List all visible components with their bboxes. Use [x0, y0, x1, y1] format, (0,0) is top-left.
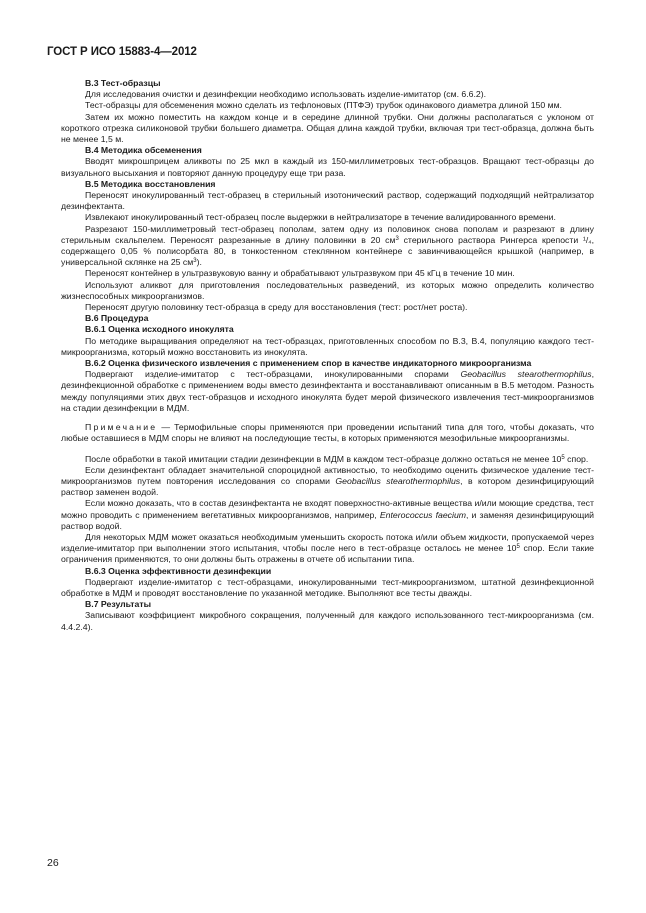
text-run: После обработки в такой имитации стадии дезинфекции в МДМ в каждом тест-образце должно остаться не менее 10: [85, 453, 562, 464]
text-run: стерильного раствора Рингерса крепости: [398, 234, 584, 245]
paragraph: [61, 369, 594, 414]
paragraph: [61, 498, 594, 532]
paragraph: Записывают коэффициент микробного сокращения, полученный для каждого использованного тест-микроорганизма (см. 4.4.2.4).: [61, 610, 594, 632]
text-run: , содержащего 0,05 % полисорбата 80, в тонкостенном стеклянном контейнере с завинчивающейся крышкой (например, в универсальной склянке на 25 см: [61, 234, 594, 268]
note: [61, 422, 594, 444]
superscript: 5: [516, 544, 520, 551]
text-run: спор. Если такие ограничения применяются, то они должны быть отражены в отчете об испытании типа.: [61, 543, 595, 565]
standard-header: ГОСТ Р ИСО 15883-4—2012: [47, 46, 197, 58]
section-heading-b62: В.6.2 Оценка физического извлечения с применением спор в качестве индикаторного микроорганизма: [85, 358, 532, 369]
paragraph: Используют аликвот для приготовления последовательных разведений, из которых можно определить количество жизнеспособных микроорганизмов.: [61, 279, 594, 301]
superscript: 3: [395, 235, 399, 242]
superscript: 3: [193, 258, 197, 265]
paragraph: Переносят инокулированный тест-образец в стерильный изотонический раствор, содержащий подходящий нейтрализатор дезинфектанта.: [61, 190, 594, 212]
paragraph: [61, 465, 594, 499]
section-heading-b61: В.6.1 Оценка исходного инокулята: [85, 324, 234, 335]
paragraph: Извлекают инокулированный тест-образец после выдержки в нейтрализаторе в течение валидированного времени.: [85, 212, 556, 223]
page-number: 26: [47, 857, 59, 869]
note-label: Примечание: [85, 422, 158, 433]
text-run: Если можно доказать, что в состав дезинфектанта не входят поверхностно-активные вещества и/или моющие средства, тест можно проводить с применением вегетативных микроорганизмов, например,: [61, 498, 594, 520]
species-name: Enterococcus faecium: [379, 509, 467, 520]
text-run: Подвергают изделие-имитатор с тест-образцами, инокулированными спорами: [85, 369, 461, 380]
paragraph: [61, 532, 594, 566]
paragraph: [61, 224, 594, 269]
section-heading-b7: В.7 Результаты: [85, 599, 152, 610]
note-text: — Термофильные споры применяются при проведении испытаний типа для того, чтобы доказать, что любые оставшиеся в МДМ споры не влияют на последующие тесты, в которых применяются мезофильные микроорганизмы.: [61, 422, 594, 444]
paragraph: По методике выращивания определяют на тест-образцах, приготовленных способом по В.3, В.4, популяцию каждого тест-микроорганизма, который можно восстановить из инокулята.: [61, 335, 594, 357]
text-run: Разрезают 150-миллиметровый тест-образец пополам, затем одну из половинок снова пополам и разрезают в длину стерильным скальпелем. Переносят разрезанные в длину половинки в 20 см: [61, 223, 594, 245]
paragraph: Переносят другую половинку тест-образца в среду для восстановления (тест: рост/нет роста).: [85, 302, 468, 313]
text-run: Если дезинфектант обладает значительной спороцидной активностью, то необходимо оценить физическое удаление тест-микроорганизмов путем повторения исследования со спорами: [61, 464, 594, 486]
text-run: , в котором дезинфицирующий раствор заменен водой.: [61, 475, 594, 498]
paragraph: Переносят контейнер в ультразвуковую ванну и обрабатывают ультразвуком при 45 кГц в течение 10 мин.: [85, 268, 515, 279]
paragraph: Тест-образцы для обсеменения можно сделать из тефлоновых (ПТФЭ) трубок одинакового диаметра длиной 150 мм.: [85, 100, 562, 111]
text-run: ).: [196, 257, 202, 268]
paragraph: Вводят микрошприцем аликвоты по 25 мкл в каждый из 150-миллиметровых тест-образцов. Вращают тест-образцы до визуального высыхания и повторяют данную процедуру еще три раза.: [61, 156, 594, 178]
section-heading-b5: В.5 Методика восстановления: [85, 178, 216, 189]
fraction: ¹/₄: [583, 234, 592, 245]
paragraph: Для исследования очистки и дезинфекции необходимо использовать изделие-имитатор (см. 6.6.2).: [85, 89, 487, 100]
section-heading-b3: В.3 Тест-образцы: [85, 78, 161, 88]
document-body: [61, 78, 594, 633]
species-name: Geobacillus stearothermophilus: [335, 475, 461, 486]
section-heading-b63: В.6.3 Оценка эффективности дезинфекции: [85, 565, 272, 576]
superscript: 5: [561, 454, 565, 461]
section-heading-b6: В.6 Процедура: [85, 313, 149, 324]
paragraph: [61, 454, 594, 465]
section-heading-b4: В.4 Методика обсеменения: [85, 145, 202, 156]
text-run: Для некоторых МДМ может оказаться необходимым уменьшить скорость потока и/или объем жидкости, пропускаемой через изделие-имитатор при выполнении этого испытания, чтобы после него в тест-образце осталось не менее 10: [61, 531, 594, 554]
text-run: , и заменяя дезинфицирующий раствор водой.: [61, 509, 595, 531]
paragraph: Подвергают изделие-имитатор с тест-образцами, инокулированными тест-микроорганизмом, штатной дезинфекционной обработке в МДМ и проводят восстановление по указанной методике. Выполняют все тесты дважды.: [61, 576, 594, 598]
species-name: Geobacillus stearothermophilus: [460, 369, 592, 380]
text-run: спор.: [564, 453, 589, 464]
paragraph: Затем их можно поместить на каждом конце и в середине длинной трубки. Они должны располагаться с уклоном от короткого отрезка силиконовой трубки большего диаметра. Общая длина каждой трубки, включая три тест-образца, должна быть не менее 1,5 м.: [61, 111, 594, 145]
text-run: , дезинфекционной обработке с применением воды вместо дезинфектанта и восстанавливают описанным в В.5 методом. Разность между популяциями этих двух тест-образцов и исходного инокулята будет мерой физического извлечения тест-микроорганизмов на стадии дезинфекции в МДМ.: [61, 369, 594, 413]
